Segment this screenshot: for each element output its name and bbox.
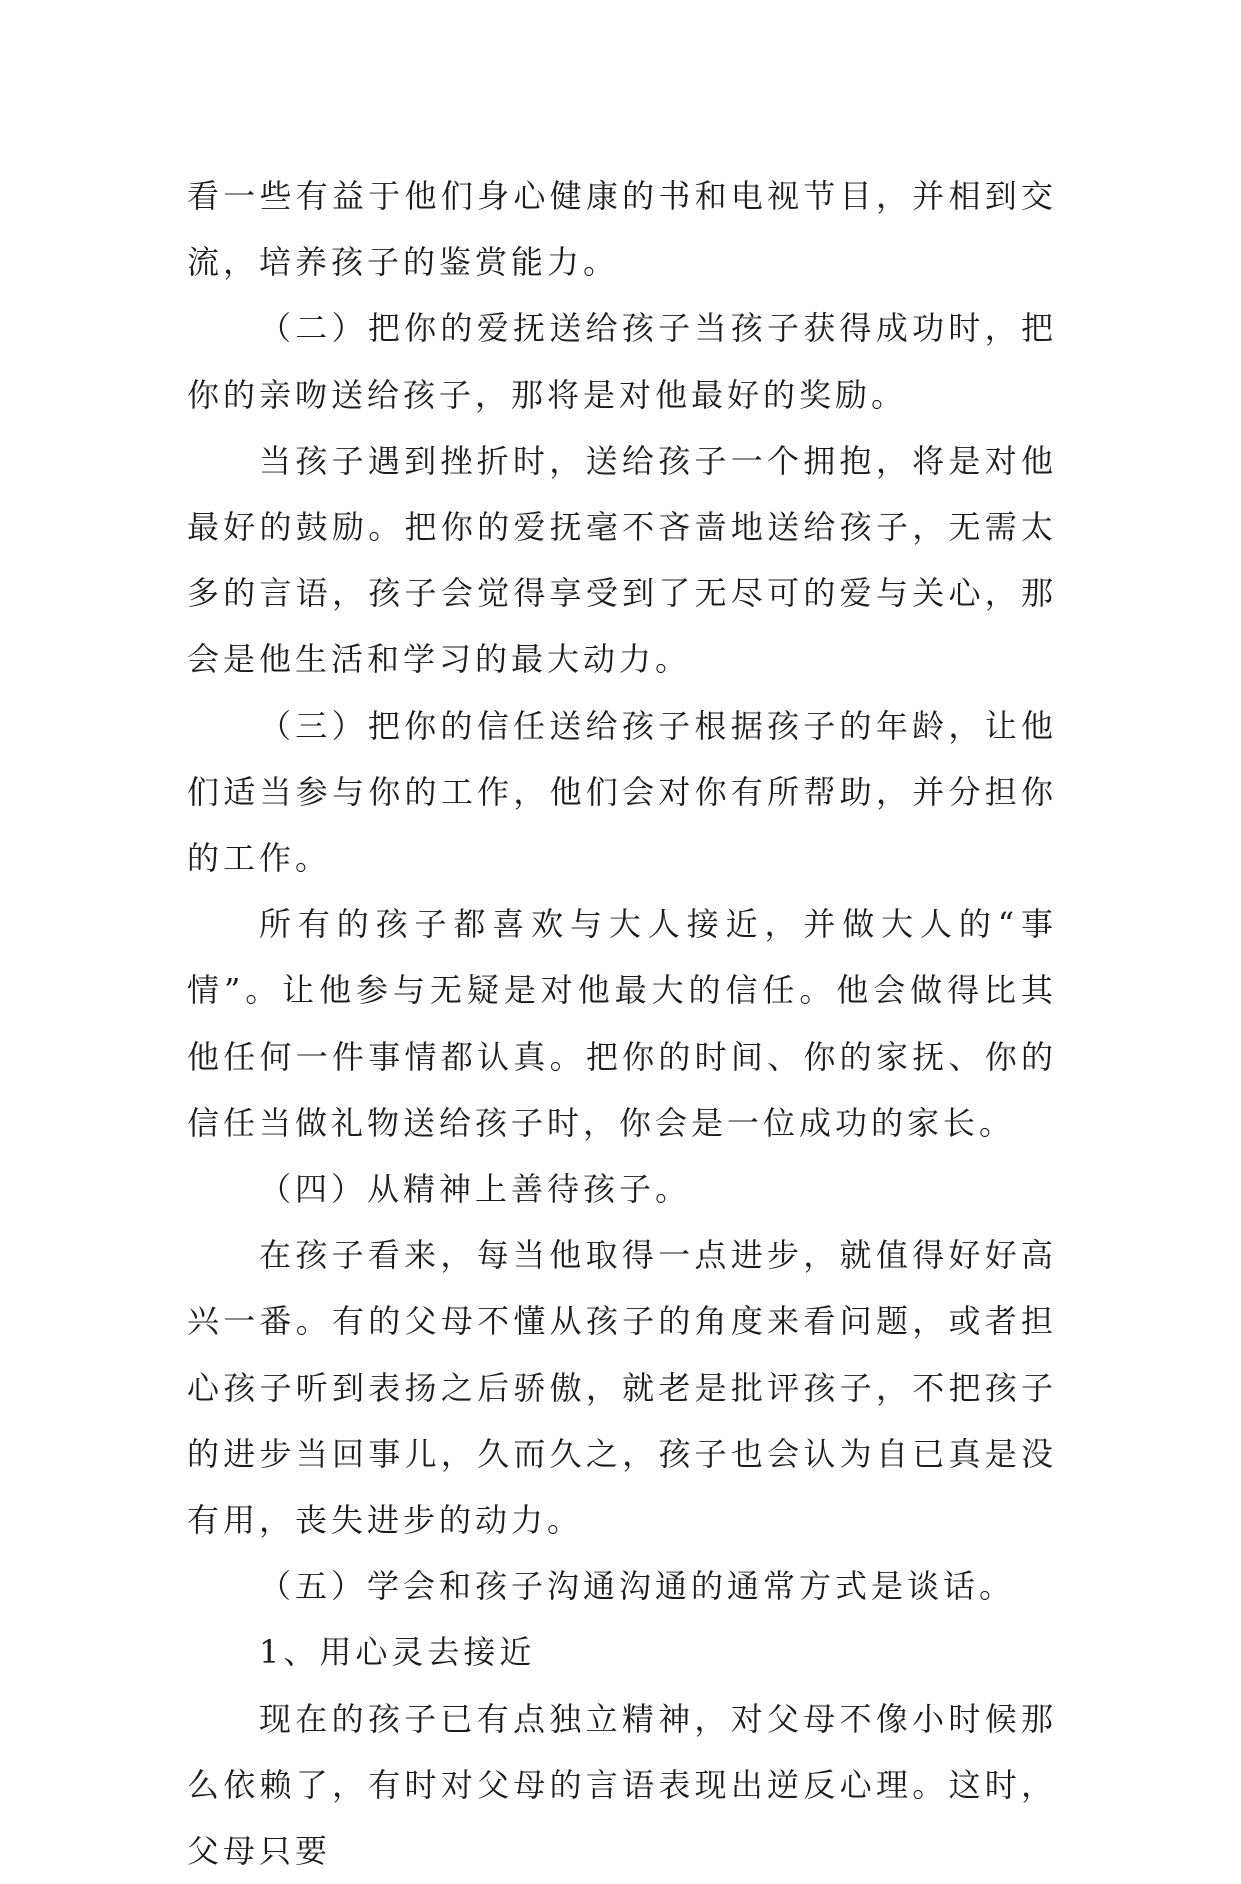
paragraph-independence: 现在的孩子已有点独立精神，对父母不像小时候那么依赖了，有时对父母的言语表现出逆反心理。这时，父母只要	[187, 1699, 1057, 1871]
paragraph-section-5-heading: （五）学会和孩子沟通沟通的通常方式是谈话。	[259, 1567, 1016, 1606]
paragraph-trust: 所有的孩子都喜欢与大人接近，并做大人的“事情”。让他参与无疑是对他最大的信任。他会做得比其他任何一件事情都认真。把你的时间、你的家抚、你的信任当做礼物送给孩子时，你会是一位成功的家长。	[187, 905, 1057, 1142]
document-body	[187, 163, 1057, 1884]
paragraph-progress: 在孩子看来，每当他取得一点进步，就值得好好高兴一番。有的父母不懂从孩子的角度来看问题，或者担心孩子听到表扬之后骄傲，就老是批评孩子，不把孩子的进步当回事儿，久而久之，孩子也会认为自已真是没有用，丧失进步的动力。	[187, 1236, 1057, 1540]
paragraph-subheading-1: 1、用心灵去接近	[259, 1633, 536, 1672]
paragraph-section-3-heading: （三）把你的信任送给孩子根据孩子的年龄，让他们适当参与你的工作，他们会对你有所帮助，并分担你的工作。	[187, 706, 1057, 878]
paragraph-section-4-heading: （四）从精神上善待孩子。	[259, 1170, 692, 1209]
paragraph-continuation: 看一些有益于他们身心健康的书和电视节目，并相到交流，培养孩子的鉴赏能力。	[187, 177, 1057, 282]
paragraph-encouragement: 当孩子遇到挫折时，送给孩子一个拥抱，将是对他最好的鼓励。把你的爱抚毫不吝啬地送给孩子，无需太多的言语，孩子会觉得享受到了无尽可的爱与关心，那会是他生活和学习的最大动力。	[187, 441, 1057, 679]
paragraph-section-2-heading: （二）把你的爱抚送给孩子当孩子获得成功时，把你的亲吻送给孩子，那将是对他最好的奖励。	[187, 309, 1057, 414]
